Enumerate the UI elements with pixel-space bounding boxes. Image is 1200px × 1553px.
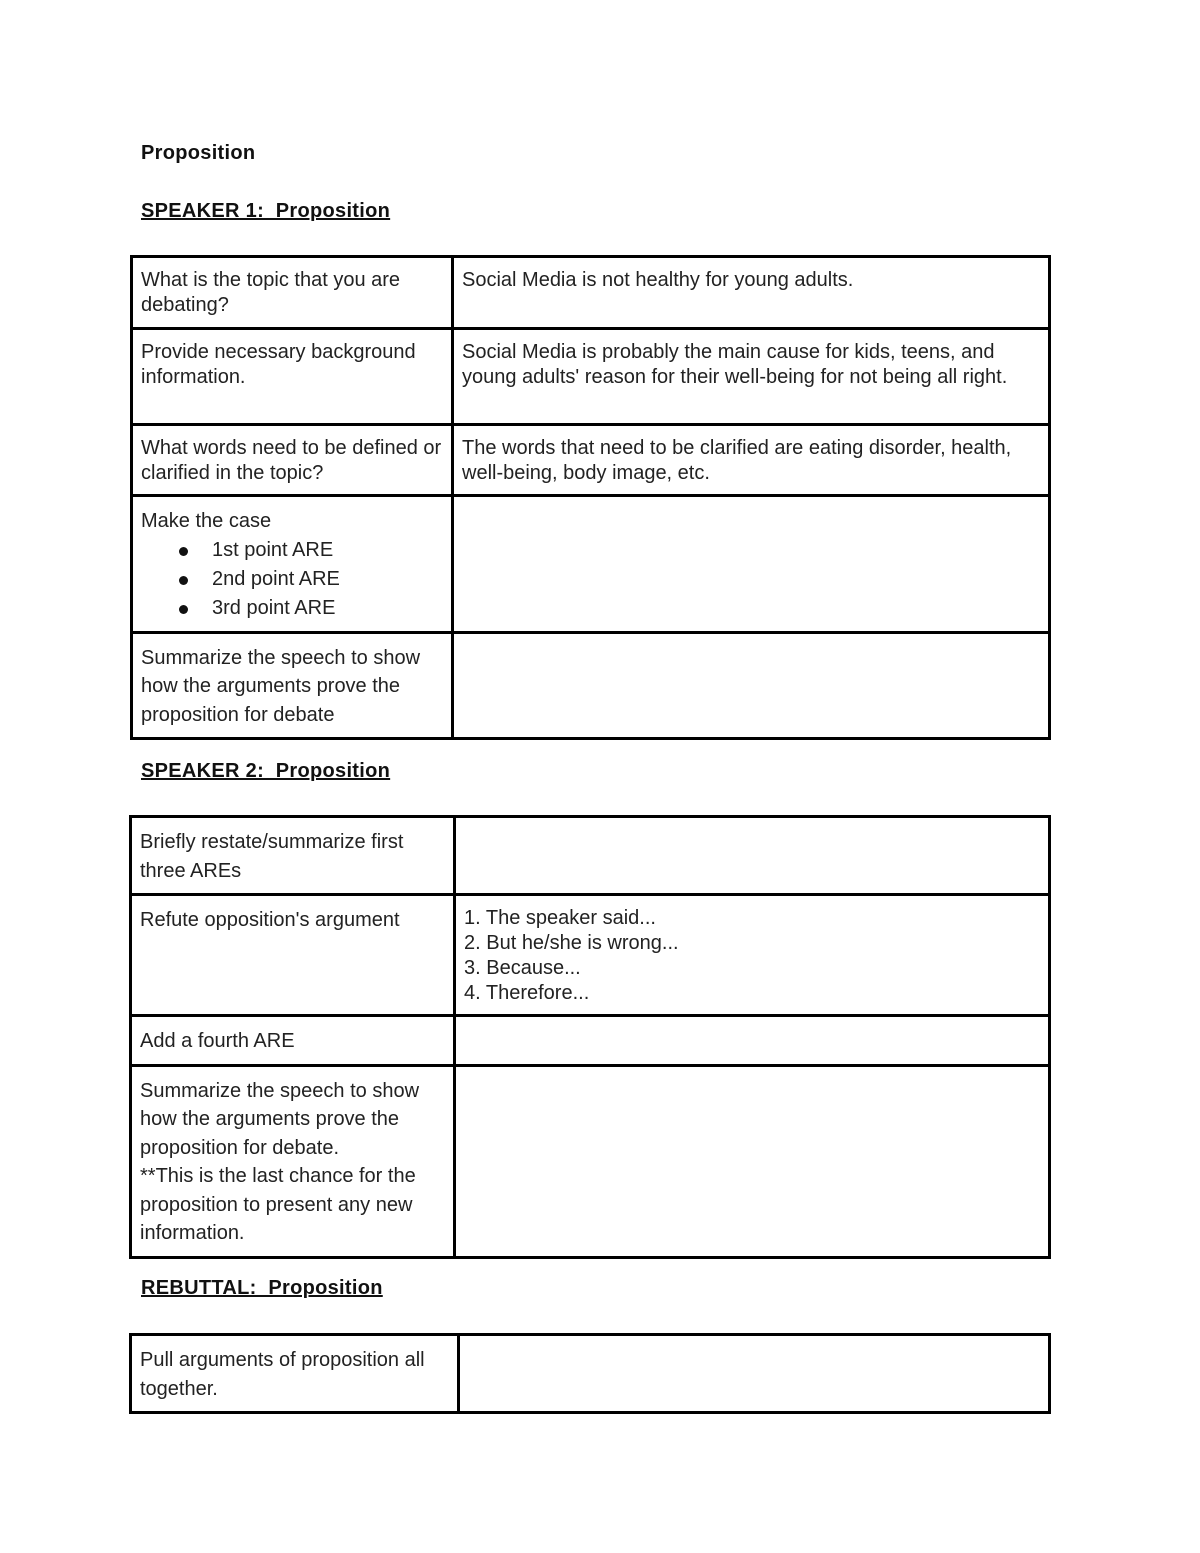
list-item: 2nd point ARE bbox=[141, 565, 443, 594]
make-case-value[interactable] bbox=[453, 496, 1050, 633]
final-summary-note: **This is the last chance for the proposition to present any new information. bbox=[140, 1165, 416, 1244]
definitions-value[interactable]: The words that need to be clarified are eating disorder, health, well-being, body image, etc. bbox=[453, 425, 1050, 496]
table-row bbox=[132, 329, 1050, 425]
table-row bbox=[131, 1065, 1050, 1257]
speaker2-heading: SPEAKER 2: Proposition bbox=[141, 760, 391, 782]
table-row bbox=[132, 257, 1050, 329]
make-case-label bbox=[132, 496, 453, 633]
final-summary-text: Summarize the speech to show how the arguments prove the proposition for debate. bbox=[140, 1079, 420, 1159]
background-value[interactable]: Social Media is probably the main cause for kids, teens, and young adults' reason for their well-being for not being all right. bbox=[453, 329, 1050, 425]
rebuttal-table bbox=[129, 1333, 1051, 1414]
refute-label: Refute opposition's argument bbox=[131, 895, 455, 1016]
speaker2-table bbox=[129, 815, 1051, 1259]
refute-step: 1. The speaker said... bbox=[464, 907, 656, 929]
list-item: 3rd point ARE bbox=[141, 594, 443, 623]
final-summary-label bbox=[131, 1065, 455, 1257]
table-row bbox=[132, 496, 1050, 633]
table-row bbox=[131, 1335, 1050, 1413]
definitions-label: What words need to be defined or clarified in the topic? bbox=[132, 425, 453, 496]
table-row bbox=[131, 895, 1050, 1016]
background-label: Provide necessary background information. bbox=[132, 329, 453, 425]
fourth-are-label: Add a fourth ARE bbox=[131, 1016, 455, 1066]
restate-label: Briefly restate/summarize first three AREs bbox=[131, 817, 455, 895]
make-case-bullets bbox=[141, 536, 443, 623]
fourth-are-value[interactable] bbox=[455, 1016, 1050, 1066]
final-summary-value[interactable] bbox=[455, 1065, 1050, 1257]
pull-arguments-label: Pull arguments of proposition all together. bbox=[131, 1335, 459, 1413]
summarize-label: Summarize the speech to show how the arguments prove the proposition for debate bbox=[132, 632, 453, 739]
make-case-title: Make the case bbox=[141, 510, 272, 532]
table-row bbox=[131, 817, 1050, 895]
restate-value[interactable] bbox=[455, 817, 1050, 895]
refute-step: 2. But he/she is wrong... bbox=[464, 932, 679, 954]
rebuttal-heading: REBUTTAL: Proposition bbox=[141, 1277, 383, 1299]
topic-label: What is the topic that you are debating? bbox=[132, 257, 453, 329]
refute-step: 4. Therefore... bbox=[464, 982, 590, 1004]
refute-step: 3. Because... bbox=[464, 957, 581, 979]
refute-value[interactable] bbox=[455, 895, 1050, 1016]
page-title: Proposition bbox=[141, 142, 256, 164]
summarize-value[interactable] bbox=[453, 632, 1050, 739]
speaker1-heading: SPEAKER 1: Proposition bbox=[141, 200, 391, 222]
speaker1-table bbox=[130, 255, 1051, 740]
list-item: 1st point ARE bbox=[141, 536, 443, 565]
pull-arguments-value[interactable] bbox=[459, 1335, 1050, 1413]
table-row bbox=[131, 1016, 1050, 1066]
topic-value[interactable]: Social Media is not healthy for young adults. bbox=[453, 257, 1050, 329]
table-row bbox=[132, 632, 1050, 739]
table-row bbox=[132, 425, 1050, 496]
